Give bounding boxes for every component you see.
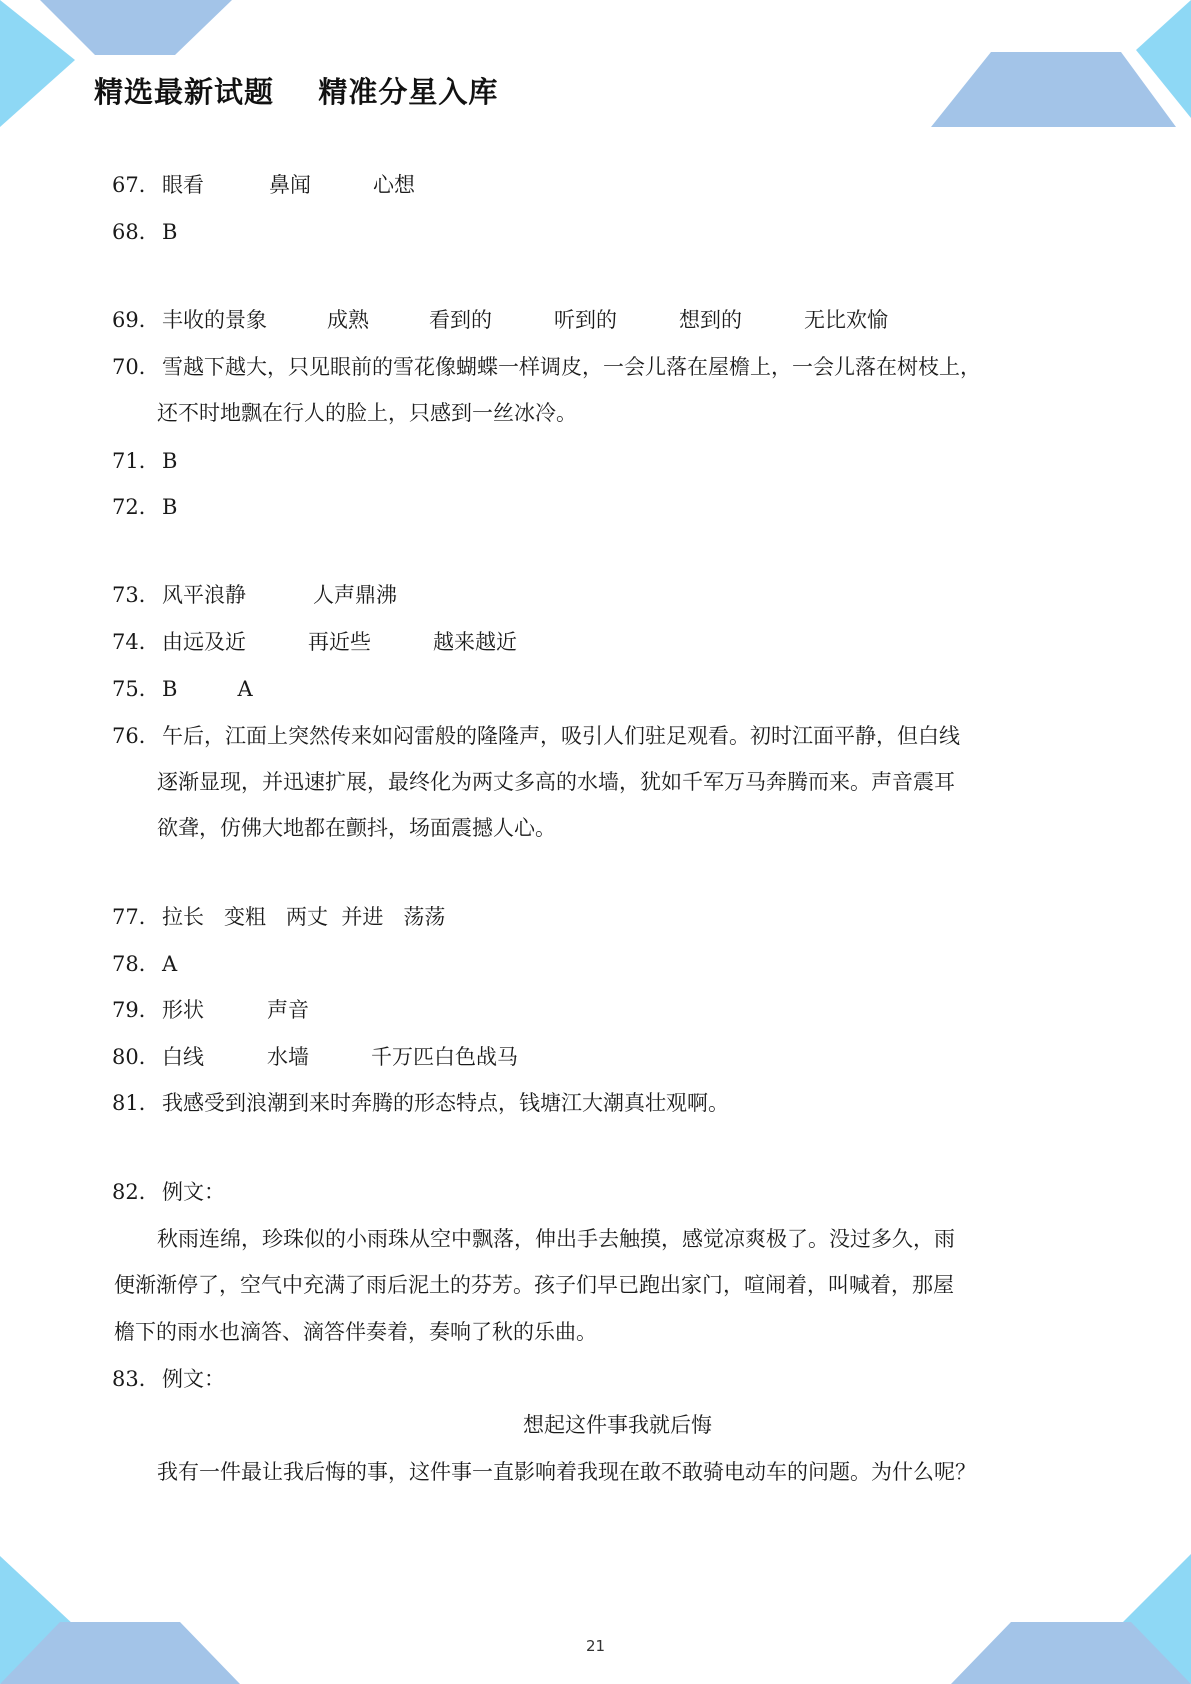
- answer-part: 白线: [162, 1045, 204, 1069]
- answer-number: 68．: [112, 220, 160, 244]
- answer-part: 再近些: [308, 630, 371, 654]
- answer-82: [112, 1177, 225, 1207]
- answer-69: [112, 305, 888, 335]
- answer-83: [112, 1364, 225, 1394]
- answer-78: [112, 949, 177, 979]
- example-82-line-2: 便渐渐停了，空气中充满了雨后泥土的芬芳。孩子们早已跑出家门，喧闹着，叫喊着，那屋: [114, 1273, 954, 1297]
- answer-number: 75．: [112, 677, 160, 701]
- answer-number: 78．: [112, 952, 160, 976]
- answer-part: 越来越近: [433, 630, 517, 654]
- answer-part: 想到的: [679, 308, 742, 332]
- answer-number: 67．: [112, 173, 160, 197]
- answer-number: 73．: [112, 583, 160, 607]
- answer-72: [112, 492, 177, 522]
- answer-part: 千万匹白色战马: [371, 1045, 518, 1069]
- answer-part: 丰收的景象: [162, 308, 267, 332]
- answer-number: 72．: [112, 495, 160, 519]
- answer-part: 无比欢愉: [804, 308, 888, 332]
- answer-76-continued-1: 逐渐显现，并迅速扩展，最终化为两丈多高的水墙，犹如千军万马奔腾而来。声音震耳: [157, 770, 955, 794]
- answer-part: 心想: [373, 173, 415, 197]
- answer-part: 风平浪静: [162, 583, 246, 607]
- answer-number: 74．: [112, 630, 160, 654]
- answer-part: 声音: [267, 998, 309, 1022]
- answer-part: 例文：: [162, 1180, 225, 1204]
- example-82-line-1: 秋雨连绵，珍珠似的小雨珠从空中飘落，伸出手去触摸，感觉凉爽极了。没过多久，雨: [157, 1227, 955, 1251]
- answer-number: 76．: [112, 724, 160, 748]
- answer-73: [112, 580, 397, 610]
- answer-part: 水墙: [267, 1045, 309, 1069]
- essay-83-line-1: 我有一件最让我后悔的事，这件事一直影响着我现在敢不敢骑电动车的问题。为什么呢？: [157, 1460, 976, 1484]
- bottom-right-decoration: [941, 1544, 1191, 1684]
- answer-75: [112, 674, 253, 704]
- answer-part: 雪越下越大，只见眼前的雪花像蝴蝶一样调皮，一会儿落在屋檐上，一会儿落在树枝上，: [162, 355, 981, 379]
- answer-part: A: [237, 677, 253, 701]
- answer-part: A: [162, 952, 178, 976]
- answer-71: [112, 446, 177, 476]
- answer-part: 鼻闻: [269, 173, 311, 197]
- answer-part: B: [162, 449, 178, 473]
- answer-part: 看到的: [429, 308, 492, 332]
- answer-79: [112, 995, 309, 1025]
- answer-part: 形状: [162, 998, 204, 1022]
- answer-part: B: [162, 495, 178, 519]
- answer-number: 70．: [112, 355, 160, 379]
- answer-70-continued: 还不时地飘在行人的脸上，只感到一丝冰冷。: [157, 401, 577, 425]
- answer-part: 人声鼎沸: [313, 583, 397, 607]
- answer-80: [112, 1042, 518, 1072]
- answer-number: 79．: [112, 998, 160, 1022]
- answer-part: B: [162, 220, 178, 244]
- answer-number: 81．: [112, 1091, 160, 1115]
- answer-76-continued-2: 欲聋，仿佛大地都在颤抖，场面震撼人心。: [157, 816, 556, 840]
- answer-74: [112, 627, 517, 657]
- answer-part: 眼看: [162, 173, 204, 197]
- example-82-line-3: 檐下的雨水也滴答、滴答伴奏着，奏响了秋的乐曲。: [114, 1320, 597, 1344]
- answer-number: 82．: [112, 1180, 160, 1204]
- answer-68: [112, 217, 177, 247]
- page-number: 21: [585, 1637, 606, 1655]
- answer-77: [112, 902, 445, 932]
- answer-part: 我感受到浪潮到来时奔腾的形态特点，钱塘江大潮真壮观啊。: [162, 1091, 729, 1115]
- answer-81: [112, 1088, 729, 1118]
- answer-67: [112, 170, 415, 200]
- answer-part: 由远及近: [162, 630, 246, 654]
- essay-title: 想起这件事我就后悔: [523, 1413, 712, 1437]
- page-header-title: 精选最新试题 精准分星入库: [94, 75, 499, 109]
- answer-number: 71．: [112, 449, 160, 473]
- answer-number: 83．: [112, 1367, 160, 1391]
- answer-76: [112, 721, 960, 751]
- answer-part: 例文：: [162, 1367, 225, 1391]
- answer-part: 听到的: [554, 308, 617, 332]
- answer-number: 80．: [112, 1045, 160, 1069]
- answer-70: [112, 352, 981, 382]
- answer-part: 午后，江面上突然传来如闷雷般的隆隆声，吸引人们驻足观看。初时江面平静，但白线: [162, 724, 960, 748]
- answer-text: 拉长 变粗 两丈 并进 荡荡: [162, 905, 446, 929]
- bottom-left-decoration: [0, 1544, 250, 1684]
- answer-number: 77．: [112, 905, 160, 929]
- answer-part: B: [162, 677, 178, 701]
- answer-part: 成熟: [327, 308, 369, 332]
- answer-number: 69．: [112, 308, 160, 332]
- top-right-decoration: [931, 0, 1191, 130]
